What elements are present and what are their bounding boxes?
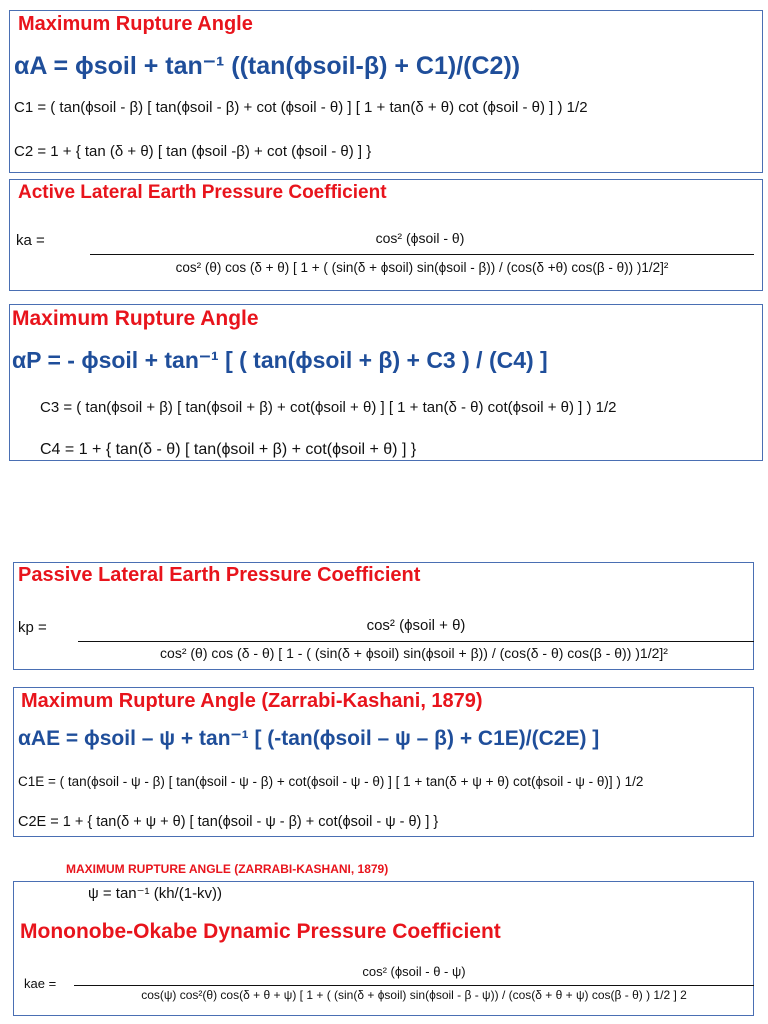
fraction-bar bbox=[78, 641, 754, 642]
c1-equation: C1 = ( tan(ϕsoil - β) [ tan(ϕsoil - β) + cot (ϕsoil - θ) ] [ 1 + tan(δ + θ) cot (ϕsoil - θ) ] ) 1/2 bbox=[14, 99, 588, 116]
ka-numerator: cos² (ϕsoil - θ) bbox=[375, 230, 465, 246]
section-note: MAXIMUM RUPTURE ANGLE (ZARRABI-KASHANI, 1879) bbox=[66, 862, 389, 876]
ka-label: ka = bbox=[16, 232, 45, 249]
alpha-p-equation: αP = - ϕsoil + tan⁻¹ [ ( tan(ϕsoil + β) + C3 ) / (C4) ] bbox=[12, 347, 548, 373]
alpha-a-equation: αA = ϕsoil + tan⁻¹ ((tan(ϕsoil-β) + C1)/(C2)) bbox=[14, 52, 521, 80]
kp-denominator: cos² (θ) cos (δ - θ) [ 1 - ( (sin(δ + ϕsoil) sin(ϕsoil + β)) / (cos(δ - θ) cos(β - θ)) )1/2]² bbox=[160, 645, 668, 661]
ka-denominator: cos² (θ) cos (δ + θ) [ 1 + ( (sin(δ + ϕsoil) sin(ϕsoil - β)) / (cos(δ +θ) cos(β - θ)) )1/2]² bbox=[175, 260, 669, 275]
rupture-angle-passive-box bbox=[9, 304, 763, 461]
section-title: Maximum Rupture Angle bbox=[18, 13, 253, 35]
c2-equation: C2 = 1 + { tan (δ + θ) [ tan (ϕsoil -β) + cot (ϕsoil - θ) ] } bbox=[14, 143, 372, 160]
passive-coefficient-box bbox=[13, 562, 754, 670]
rupture-angle-seismic-box bbox=[13, 687, 754, 837]
kae-label: kae = bbox=[24, 976, 57, 991]
kae-denominator: cos(ψ) cos²(θ) cos(δ + θ + ψ) [ 1 + ( (sin(δ + ϕsoil) sin(ϕsoil - β - ψ)) / (cos(δ + θ + ψ) cos(β - θ) ) 1/2 ] 2 bbox=[141, 988, 687, 1002]
rupture-angle-active-box bbox=[9, 10, 763, 173]
alpha-ae-equation: αAE = ϕsoil – ψ + tan⁻¹ [ (-tan(ϕsoil – ψ – β) + C1E)/(C2E) ] bbox=[18, 727, 600, 750]
active-coefficient-box bbox=[9, 179, 763, 291]
kp-numerator: cos² (ϕsoil + θ) bbox=[366, 617, 466, 634]
fraction-bar bbox=[90, 254, 754, 255]
c2e-equation: C2E = 1 + { tan(δ + ψ + θ) [ tan(ϕsoil - ψ - β) + cot(ϕsoil - ψ - θ) ] } bbox=[18, 814, 439, 830]
c4-equation: C4 = 1 + { tan(δ - θ) [ tan(ϕsoil + β) + cot(ϕsoil + θ) ] } bbox=[40, 441, 417, 458]
section-title: Mononobe-Okabe Dynamic Pressure Coefficient bbox=[20, 920, 501, 943]
section-title: Active Lateral Earth Pressure Coefficient bbox=[18, 182, 387, 203]
kae-numerator: cos² (ϕsoil - θ - ψ) bbox=[362, 964, 466, 979]
section-title: Maximum Rupture Angle bbox=[12, 307, 259, 330]
fraction-bar bbox=[74, 985, 754, 986]
mononobe-okabe-box bbox=[13, 881, 754, 1016]
psi-equation: ψ = tan⁻¹ (kh/(1-kv)) bbox=[88, 885, 223, 902]
c1e-equation: C1E = ( tan(ϕsoil - ψ - β) [ tan(ϕsoil - ψ - β) + cot(ϕsoil - ψ - θ) ] [ 1 + tan(δ + ψ + θ) cot(ϕsoil - ψ - θ)] ) 1/2 bbox=[18, 774, 644, 789]
c3-equation: C3 = ( tan(ϕsoil + β) [ tan(ϕsoil + β) + cot(ϕsoil + θ) ] [ 1 + tan(δ - θ) cot(ϕsoil + θ) ] ) 1/2 bbox=[40, 399, 617, 416]
section-title: Passive Lateral Earth Pressure Coefficient bbox=[18, 564, 421, 586]
kp-label: kp = bbox=[18, 619, 47, 636]
section-title: Maximum Rupture Angle (Zarrabi-Kashani, 1879) bbox=[21, 690, 483, 712]
